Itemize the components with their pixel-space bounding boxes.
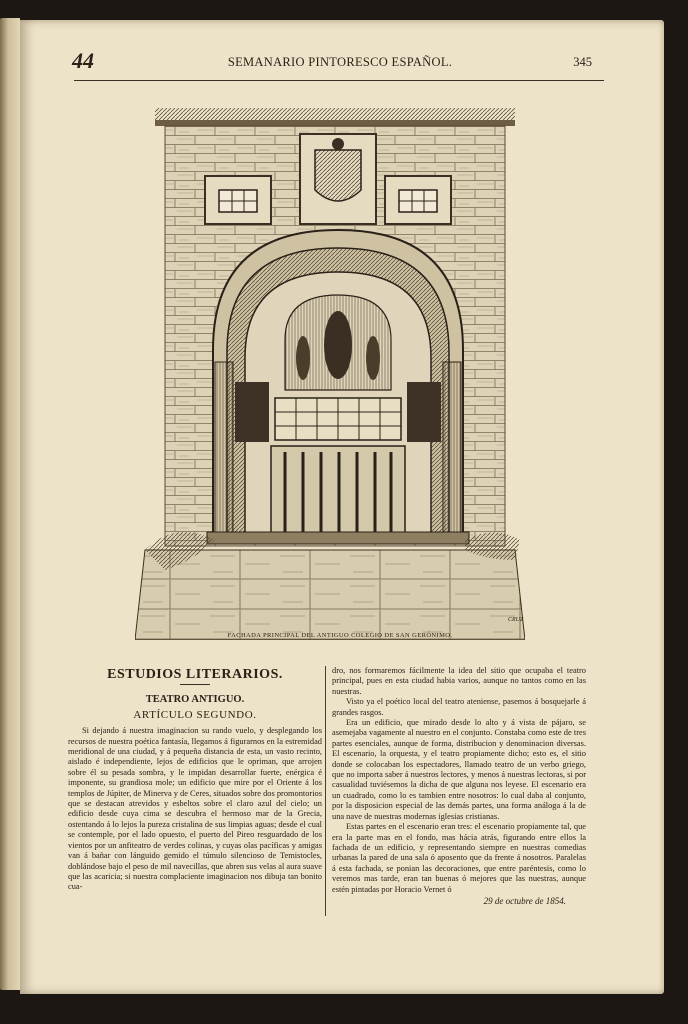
section-title: ESTUDIOS LITERARIOS.	[107, 667, 283, 682]
column-divider	[325, 666, 326, 916]
paragraph: Estas partes en el escenario eran tres: el escenario propiamente tal, que era la parte mas en el fondo, mas hácia atrás, figurando entre ellos la fachada de un edificio, y representando siempre en nuestras comedias urbanas la pared de una sala ó aposento que da frente á nosotros. Paralelas á esta fachada, se ponian las decoraciones, que entre paréntesis, como lo veremos mas tarde, eran tan buenas ó mejores que las nuestras, aunque estén pintadas por Horacio Vernet ó	[332, 822, 586, 894]
paragraph: dro, nos formaremos fácilmente la idea del sitio que ocupaba el teatro principal, pues en esta ciudad habia varios, aunque no tantos como en las nuestras.	[332, 666, 586, 696]
article-part-heading: ARTÍCULO SEGUNDO.	[133, 708, 257, 721]
section-divider	[180, 684, 210, 685]
paragraph: Si dejando á nuestra imaginacion su rando vuelo, y desplegando los recursos de nuestra poética fantasía, llegamos á figurarnos en la estremidad meridional de una ciudad, y á pequeña distancia de esta, un vasto recinto, aislado é independiente, lejos de edificios que le opriman, que arrojen sobre él su pesada sombra, y le impidan desarrollar fuerte, enérgica é imponente, su grandiosa mole; un edificio que mire por el Oriente á los templos de Júpiter, de Minerva y de Ceres, situados sobre dos promontorios que se destacan atrevidos y esbeltos sobre el claro azul del cielo; un edificio desde cuya cima se descubra el hermoso mar de la Grecia, ostentando á lo lejos la pureza cristalina de sus limpias aguas; desde el cual se contemple, por el lado opuesto, el puerto del Pireo resguardado de los vientos por un anfiteatro de verdes colinas, y cuyas olas pacíficas y amigas van á bañar con lánguido gemido el túmulo silencioso de Temistocles, doblándose bajo el peso de mil navecillas, que abren sus velas al aura suave que las acaricia; si nuestra complaciente imaginacion nos dibuja tan bonito cua-	[68, 726, 322, 892]
figure-caption: FACHADA PRINCIPAL DEL ANTIGUO COLEGIO DE SAN GERÓNIMO.	[227, 632, 453, 639]
article-date: 29 de octubre de 1854.	[483, 895, 566, 906]
paragraph: Era un edificio, que mirado desde lo alto y á vista de pájaro, se asemejaba vagamente al nuestro en el conjunto. Constaba como este de tres partes esenciales, aunque de forma, distribucion y denominacion diversas. El escenario, la orquesta, y el teatro propiamente dicho; esto es, el sitio donde se colocaban los espectadores, llamado teatro de un verbo griego, que no importa saber á nuestros lectores, y menos á nuestras lectoras, si por casualidad tuviésemos la dicha de que alguna nos leyese. El escenario era un cuadrado, como lo es tambien entre nosotros: lo cual daba al conjunto, por la disposicion especial de las demás partes, una forma análoga á la de una nave de nuestras modernas iglesias cristianas.	[332, 718, 586, 821]
page-number-left: 44	[72, 48, 94, 73]
facing-page-edge	[0, 18, 20, 990]
engraver-signature: CRUZ	[508, 617, 524, 623]
page-number-right: 345	[573, 55, 592, 69]
header-rule	[74, 80, 604, 81]
book-page	[20, 20, 664, 994]
article-column-right	[332, 666, 586, 906]
paragraph: Visto ya el poético local del teatro ateniense, pasemos á bosquejarle á grandes rasgos.	[332, 697, 586, 717]
engraving-facade-illustration	[135, 100, 525, 640]
article-subtitle: TEATRO ANTIGUO.	[145, 694, 245, 706]
article-column-left	[68, 668, 322, 893]
running-header: SEMANARIO PINTORESCO ESPAÑOL.	[227, 55, 453, 69]
